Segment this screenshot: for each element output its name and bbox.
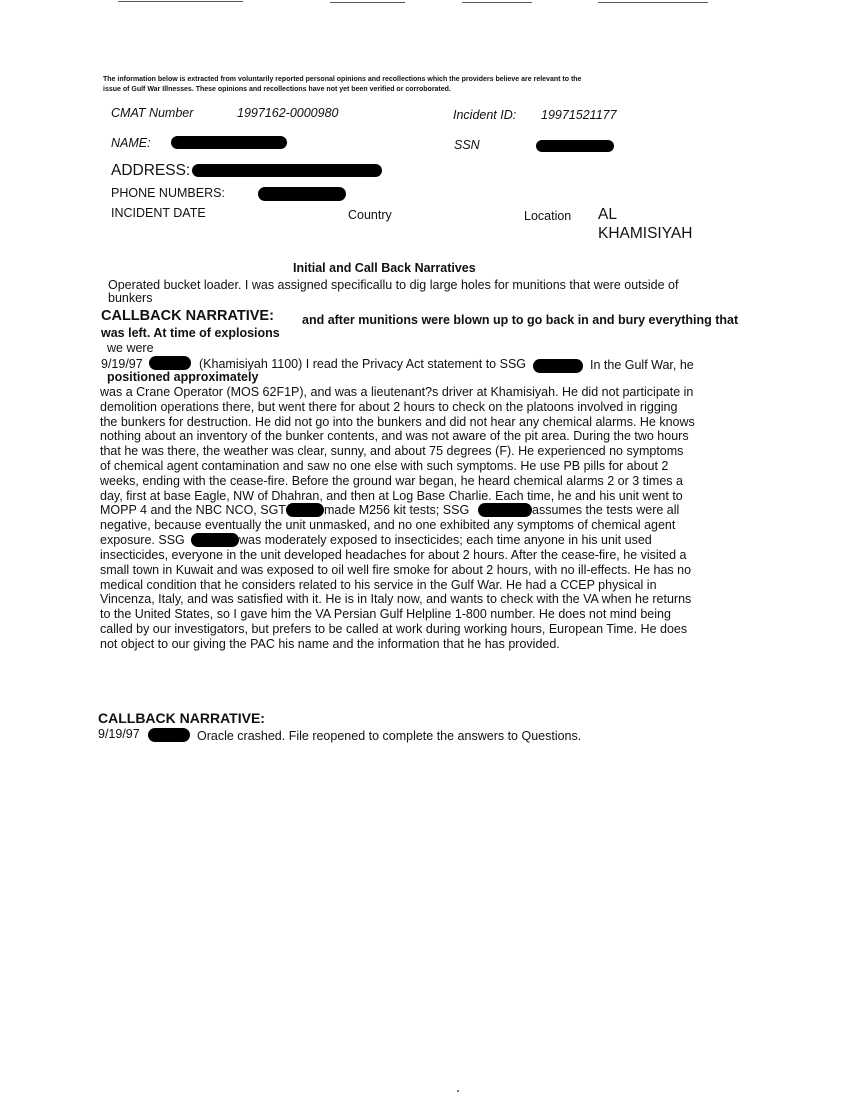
incident-id-value: 19971521177 xyxy=(541,108,617,122)
narrative-line: nothing about an inventory of the bunker contents, and was not aware of the pit area. During the two hours xyxy=(100,429,689,444)
scan-line xyxy=(462,2,532,3)
narrative-line: demolition operations there, but went there for about 2 hours to check on the platoons involved in rigging xyxy=(100,399,678,414)
disclaimer xyxy=(103,75,581,95)
narrative-line: of chemical agent contamination and saw no one else with such symptoms. He use PB pills for about 2 xyxy=(100,458,669,473)
incident-date-label: INCIDENT DATE xyxy=(111,206,206,220)
incident-id-label: Incident ID: xyxy=(453,108,517,122)
callback-redaction-1 xyxy=(149,356,191,370)
callback-redaction-2 xyxy=(533,359,583,373)
narrative-line: the bunkers for destruction. He did not go into the bunkers and did not hear any chemical alarms. He knows xyxy=(100,414,695,429)
callback2-date: 9/19/97 xyxy=(98,727,140,741)
callback-bold-right: and after munitions were blown up to go back in and bury everything that xyxy=(302,313,739,327)
narrative-line: that he was there, the weather was clear, sunny, and about 75 degrees (F). He experienced no symptoms xyxy=(100,444,684,459)
cmat-label: CMAT Number xyxy=(111,106,194,120)
narrative-body-1 xyxy=(100,385,695,503)
callback2-text: Oracle crashed. File reopened to complete the answers to Questions. xyxy=(197,729,582,743)
callback-gulf-war-text: In the Gulf War, he xyxy=(590,358,694,372)
name-redaction xyxy=(171,136,287,149)
location-value-line-1: AL xyxy=(598,206,617,223)
callback-privacy-text: (Khamisiyah 1100) I read the Privacy Act statement to SSG xyxy=(199,357,527,371)
callback-positioned: positioned approximately xyxy=(107,370,259,384)
narrative-line: day, first at base Eagle, NW of Dhahran, and then at Log Base Charlie. Each time, he and his unit went to xyxy=(100,488,683,503)
ssn-label: SSN xyxy=(454,138,480,152)
mopp-text-a: MOPP 4 and the NBC NCO, SGT xyxy=(100,503,286,517)
ssn-redaction xyxy=(536,140,614,152)
narrative-line: called by our investigators, but prefers to be called at work during working hours, European Time. He does xyxy=(100,621,688,636)
initial-narrative-line-2: bunkers xyxy=(108,291,153,305)
callback-heading-2: CALLBACK NARRATIVE: xyxy=(98,710,265,726)
mopp-text-c: assumes the tests were all xyxy=(532,503,680,517)
mopp-text-b: made M256 kit tests; SSG xyxy=(324,503,470,517)
callback-heading-1: CALLBACK NARRATIVE: xyxy=(101,308,274,324)
address-redaction xyxy=(192,164,382,177)
section-title: Initial and Call Back Narratives xyxy=(293,261,476,275)
name-label: NAME: xyxy=(111,136,151,150)
exposure-text-b: was moderately exposed to insecticides; each time anyone in his unit used xyxy=(239,533,652,547)
exposure-text-a: exposure. SSG xyxy=(100,533,185,547)
phone-label: PHONE NUMBERS: xyxy=(111,186,225,200)
narrative-body-2 xyxy=(100,548,691,652)
narrative-line: to the United States, so I gave him the VA Persian Gulf Helpline 1-800 number. He does not mind being xyxy=(100,607,671,622)
initial-narrative-line-1: Operated bucket loader. I was assigned specificallu to dig large holes for munitions that were outside of xyxy=(108,278,679,292)
phone-redaction xyxy=(258,187,346,201)
disclaimer-line-2: issue of Gulf War Illnesses. These opinions and recollections have not yet been verified or corroborated. xyxy=(103,86,451,93)
country-label: Country xyxy=(348,208,392,222)
exposure-redaction xyxy=(191,533,239,547)
narrative-line: insecticides, everyone in the unit developed headaches for about 2 hours. After the cease-fire, he visited a xyxy=(100,548,687,562)
narrative-line: medical condition that he considers related to his service in the Gulf War. He had a CCEP physical in xyxy=(100,577,657,592)
scan-line xyxy=(118,1,243,2)
scan-speck xyxy=(457,1090,459,1092)
disclaimer-line-1: The information below is extracted from voluntarily reported personal opinions and recollections which the providers believe are relevant to the xyxy=(103,76,582,83)
negative-line: negative, because eventually the unit unmasked, and no one exhibited any symptoms of chemical agent xyxy=(100,518,676,532)
callback2-redaction xyxy=(148,728,190,742)
narrative-line: weeks, ending with the cease-fire. Before the ground war began, he heard chemical alarms 2 or 3 times a xyxy=(100,473,683,488)
narrative-line: not object to our giving the PAC his name and the information that he has provided. xyxy=(100,636,560,651)
narrative-line: small town in Kuwait and was exposed to oil well fire smoke for about 2 hours, with no ill-effects. He has no xyxy=(100,562,692,577)
cmat-value: 1997162-0000980 xyxy=(237,106,339,120)
callback-bold-line-2: was left. At time of explosions xyxy=(101,326,280,340)
scan-line xyxy=(598,2,708,3)
mopp-redaction-1 xyxy=(286,503,324,517)
address-label: ADDRESS: xyxy=(111,162,191,179)
narrative-line: was a Crane Operator (MOS 62F1P), and was a lieutenant?s driver at Khamisiyah. He did not participate in xyxy=(100,385,694,399)
narrative-line: Vincenza, Italy, and was satisfied with it. He is in Italy now, and wants to check with the VA when he returns xyxy=(100,592,692,607)
callback-date: 9/19/97 xyxy=(101,357,143,371)
mopp-redaction-2 xyxy=(478,503,532,517)
location-label: Location xyxy=(524,209,572,223)
location-value-line-2: KHAMISIYAH xyxy=(598,225,693,242)
scan-line xyxy=(330,2,405,3)
callback-we-were: we were xyxy=(107,341,154,355)
